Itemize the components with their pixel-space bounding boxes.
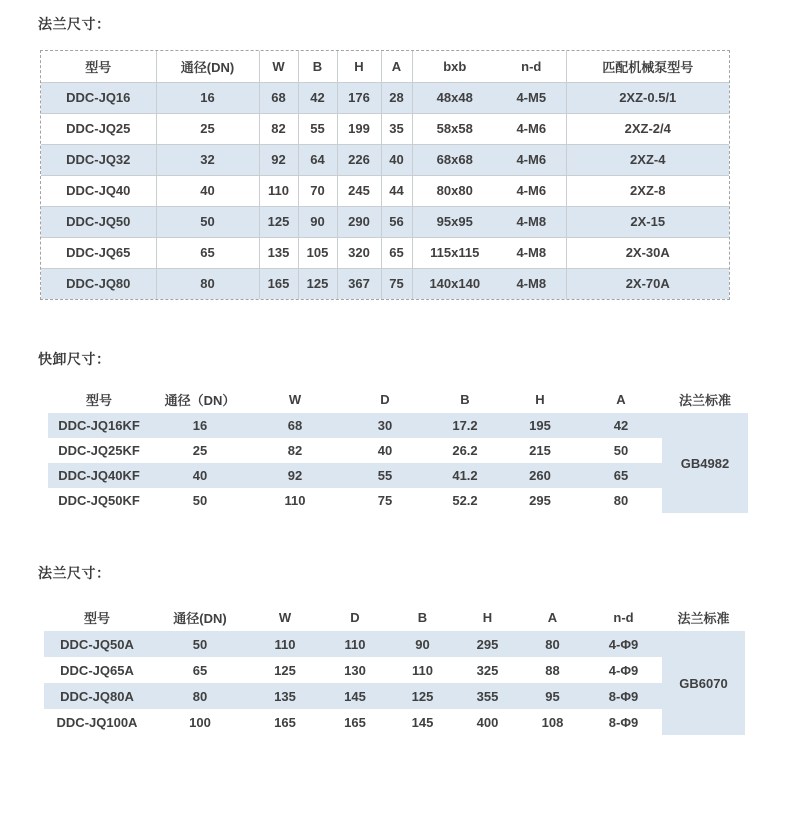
table-cell: DDC-JQ32 bbox=[41, 144, 156, 175]
column-header: A bbox=[580, 386, 662, 413]
column-header: bxb bbox=[412, 51, 497, 82]
table-cell: 4-M6 bbox=[497, 144, 566, 175]
table-cell: 115x115 bbox=[412, 237, 497, 268]
section-title-quick-release: 快卸尺寸： bbox=[38, 351, 111, 367]
table-cell: 68x68 bbox=[412, 144, 497, 175]
column-header: 通径(DN) bbox=[150, 604, 250, 631]
table-cell: 125 bbox=[298, 268, 337, 299]
table-cell: 58x58 bbox=[412, 113, 497, 144]
flange-table-border bbox=[40, 50, 730, 300]
table-row bbox=[41, 268, 729, 299]
table-cell: 110 bbox=[274, 636, 296, 652]
table-cell: 55 bbox=[377, 468, 393, 483]
table-cell: 295 bbox=[476, 636, 499, 652]
table-cell: 110 bbox=[412, 662, 433, 678]
column-header: W bbox=[259, 51, 298, 82]
table-cell: 25 bbox=[156, 113, 259, 144]
table-cell: 110 bbox=[284, 493, 306, 508]
table-cell: 50 bbox=[613, 443, 629, 458]
table-cell: 4-M8 bbox=[497, 206, 566, 237]
table-cell: 2X-15 bbox=[566, 206, 729, 237]
table-cell: 16 bbox=[156, 82, 259, 113]
table-cell: 95 bbox=[545, 688, 560, 704]
table-cell: 68 bbox=[259, 82, 298, 113]
table-cell: 130 bbox=[344, 662, 366, 678]
column-header: 通径（DN） bbox=[150, 386, 250, 413]
table-cell: DDC-JQ65 bbox=[41, 237, 156, 268]
table-cell: 48x48 bbox=[412, 82, 497, 113]
table-cell: 2X-70A bbox=[566, 268, 729, 299]
table-cell: 90 bbox=[415, 636, 430, 652]
table-cell: 50 bbox=[192, 493, 208, 508]
table-row bbox=[41, 206, 729, 237]
table-cell: 35 bbox=[381, 113, 412, 144]
table-cell: 95x95 bbox=[412, 206, 497, 237]
table-row bbox=[41, 175, 729, 206]
quick-release-dimensions-table bbox=[48, 386, 748, 513]
table-cell: 41.2 bbox=[452, 468, 478, 483]
table-cell: 40 bbox=[156, 175, 259, 206]
table-cell: 215 bbox=[529, 443, 551, 458]
table-cell: DDC-JQ40 bbox=[41, 175, 156, 206]
table-cell: 355 bbox=[476, 688, 499, 704]
table-cell: 110 bbox=[344, 636, 366, 652]
table-cell: DDC-JQ50KF bbox=[58, 493, 140, 508]
table-cell: 325 bbox=[476, 662, 499, 678]
table-row bbox=[48, 438, 748, 463]
table-cell: 28 bbox=[381, 82, 412, 113]
table-cell: 165 bbox=[274, 714, 296, 730]
table-cell: 32 bbox=[156, 144, 259, 175]
table-cell: 2X-30A bbox=[566, 237, 729, 268]
table-cell: 64 bbox=[298, 144, 337, 175]
table-cell: DDC-JQ80A bbox=[60, 688, 134, 704]
table-cell: 295 bbox=[529, 493, 551, 508]
table-cell: 44 bbox=[381, 175, 412, 206]
table-cell: 195 bbox=[529, 418, 551, 433]
flange-standard-merged-cell: GB4982 bbox=[662, 413, 748, 513]
table-cell: 140x140 bbox=[412, 268, 497, 299]
flange-a-dimensions-table bbox=[44, 604, 745, 735]
table-cell: DDC-JQ25 bbox=[41, 113, 156, 144]
table-row bbox=[48, 413, 748, 438]
column-header: H bbox=[500, 386, 580, 413]
column-header: n-d bbox=[585, 604, 662, 631]
table-cell: 90 bbox=[298, 206, 337, 237]
column-header: W bbox=[250, 604, 320, 631]
table-cell: 4-Φ9 bbox=[608, 662, 639, 678]
table-cell: 80x80 bbox=[412, 175, 497, 206]
table-cell: 80 bbox=[545, 636, 560, 652]
table-cell: 88 bbox=[545, 662, 560, 678]
column-header: W bbox=[250, 386, 340, 413]
table-cell: DDC-JQ40KF bbox=[58, 468, 140, 483]
table-cell: 100 bbox=[189, 714, 211, 730]
table-cell: DDC-JQ16 bbox=[41, 82, 156, 113]
table-row bbox=[44, 709, 745, 735]
table-cell: 80 bbox=[613, 493, 629, 508]
table-cell: 92 bbox=[287, 468, 303, 483]
column-header: D bbox=[340, 386, 430, 413]
section-title-flange-2: 法兰尺寸： bbox=[38, 565, 111, 581]
table-cell: 75 bbox=[377, 493, 393, 508]
table-cell: 165 bbox=[344, 714, 366, 730]
table-cell: 65 bbox=[381, 237, 412, 268]
table-cell: 40 bbox=[381, 144, 412, 175]
table-cell: 16 bbox=[192, 418, 208, 433]
table-cell: 4-M6 bbox=[497, 113, 566, 144]
table-cell: DDC-JQ50A bbox=[60, 636, 134, 652]
flange-size-section-2 bbox=[0, 563, 800, 735]
flange-standard-merged-cell: GB6070 bbox=[662, 631, 745, 735]
column-header: H bbox=[337, 51, 381, 82]
table-cell: 30 bbox=[377, 418, 393, 433]
table-cell: 65 bbox=[192, 662, 208, 678]
table-cell: 40 bbox=[377, 443, 393, 458]
table-cell: 4-M5 bbox=[497, 82, 566, 113]
table-cell: 26.2 bbox=[452, 443, 478, 458]
table-cell: 4-M8 bbox=[497, 268, 566, 299]
table-cell: 2XZ-8 bbox=[566, 175, 729, 206]
table-cell: 92 bbox=[259, 144, 298, 175]
table-cell: 145 bbox=[411, 714, 434, 730]
table-cell: 260 bbox=[529, 468, 551, 483]
table-cell: 82 bbox=[259, 113, 298, 144]
column-header: 通径(DN) bbox=[156, 51, 259, 82]
table-cell: 320 bbox=[337, 237, 381, 268]
table-cell: 2XZ-0.5/1 bbox=[566, 82, 729, 113]
column-header: B bbox=[390, 604, 455, 631]
table-cell: 125 bbox=[259, 206, 298, 237]
table-cell: DDC-JQ25KF bbox=[58, 443, 140, 458]
table-cell: 4-M8 bbox=[497, 237, 566, 268]
table-row bbox=[48, 488, 748, 513]
table-cell: 145 bbox=[344, 688, 366, 704]
table-cell: 4-M6 bbox=[497, 175, 566, 206]
table-cell: 245 bbox=[337, 175, 381, 206]
table-cell: 40 bbox=[192, 468, 208, 483]
column-header: 型号 bbox=[41, 51, 156, 82]
table-cell: 367 bbox=[337, 268, 381, 299]
column-header: n-d bbox=[497, 51, 566, 82]
table-cell: 80 bbox=[192, 688, 208, 704]
table-cell: DDC-JQ50 bbox=[41, 206, 156, 237]
column-header: 法兰标准 bbox=[662, 386, 748, 413]
table-cell: 17.2 bbox=[452, 418, 478, 433]
flange-size-section-1 bbox=[0, 14, 800, 305]
table-row bbox=[41, 82, 729, 113]
column-header: B bbox=[298, 51, 337, 82]
table-cell: 50 bbox=[192, 636, 208, 652]
column-header: 型号 bbox=[44, 604, 150, 631]
table-row bbox=[41, 144, 729, 175]
header-row bbox=[44, 604, 745, 631]
column-header: D bbox=[320, 604, 390, 631]
table-cell: 199 bbox=[337, 113, 381, 144]
column-header: A bbox=[381, 51, 412, 82]
table-cell: 2XZ-4 bbox=[566, 144, 729, 175]
table-cell: 42 bbox=[613, 418, 629, 433]
table-row bbox=[41, 113, 729, 144]
table-cell: 226 bbox=[337, 144, 381, 175]
pump-spec-page bbox=[0, 14, 800, 735]
table-cell: 82 bbox=[287, 443, 303, 458]
table-cell: 55 bbox=[298, 113, 337, 144]
column-header: 型号 bbox=[48, 386, 150, 413]
flange-dimensions-table bbox=[41, 51, 729, 299]
table-cell: 105 bbox=[298, 237, 337, 268]
table-cell: 125 bbox=[411, 688, 434, 704]
table-cell: 25 bbox=[192, 443, 208, 458]
header-row bbox=[41, 51, 729, 82]
table-cell: 125 bbox=[274, 662, 296, 678]
column-header: 匹配机械泵型号 bbox=[566, 51, 729, 82]
table-cell: 400 bbox=[476, 714, 499, 730]
table-cell: 290 bbox=[337, 206, 381, 237]
table-cell: 75 bbox=[381, 268, 412, 299]
table-cell: 4-Φ9 bbox=[608, 636, 639, 652]
table-cell: 56 bbox=[381, 206, 412, 237]
table-row bbox=[44, 657, 745, 683]
table-cell: 135 bbox=[259, 237, 298, 268]
header-row bbox=[48, 386, 748, 413]
table-row bbox=[48, 463, 748, 488]
table-cell: DDC-JQ16KF bbox=[58, 418, 140, 433]
column-header: H bbox=[455, 604, 520, 631]
section-title-flange-1: 法兰尺寸： bbox=[38, 16, 111, 32]
table-cell: 165 bbox=[259, 268, 298, 299]
table-row bbox=[41, 237, 729, 268]
table-cell: 65 bbox=[613, 468, 629, 483]
table-cell: DDC-JQ65A bbox=[60, 662, 134, 678]
table-cell: 2XZ-2/4 bbox=[566, 113, 729, 144]
table-cell: 176 bbox=[337, 82, 381, 113]
table-cell: 68 bbox=[287, 418, 303, 433]
column-header: B bbox=[430, 386, 500, 413]
table-cell: 110 bbox=[259, 175, 298, 206]
table-cell: 52.2 bbox=[452, 493, 478, 508]
table-row bbox=[44, 631, 745, 657]
quick-release-section bbox=[0, 349, 800, 513]
table-cell: DDC-JQ100A bbox=[56, 714, 138, 730]
table-cell: 108 bbox=[541, 714, 564, 730]
table-cell: 70 bbox=[298, 175, 337, 206]
table-cell: 8-Φ9 bbox=[608, 688, 639, 704]
table-cell: 65 bbox=[156, 237, 259, 268]
table-cell: 50 bbox=[156, 206, 259, 237]
table-cell: 42 bbox=[298, 82, 337, 113]
table-cell: DDC-JQ80 bbox=[41, 268, 156, 299]
table-cell: 135 bbox=[274, 688, 296, 704]
table-cell: 80 bbox=[156, 268, 259, 299]
table-row bbox=[44, 683, 745, 709]
column-header: A bbox=[520, 604, 585, 631]
table-cell: 8-Φ9 bbox=[608, 714, 639, 730]
column-header: 法兰标准 bbox=[662, 604, 745, 631]
